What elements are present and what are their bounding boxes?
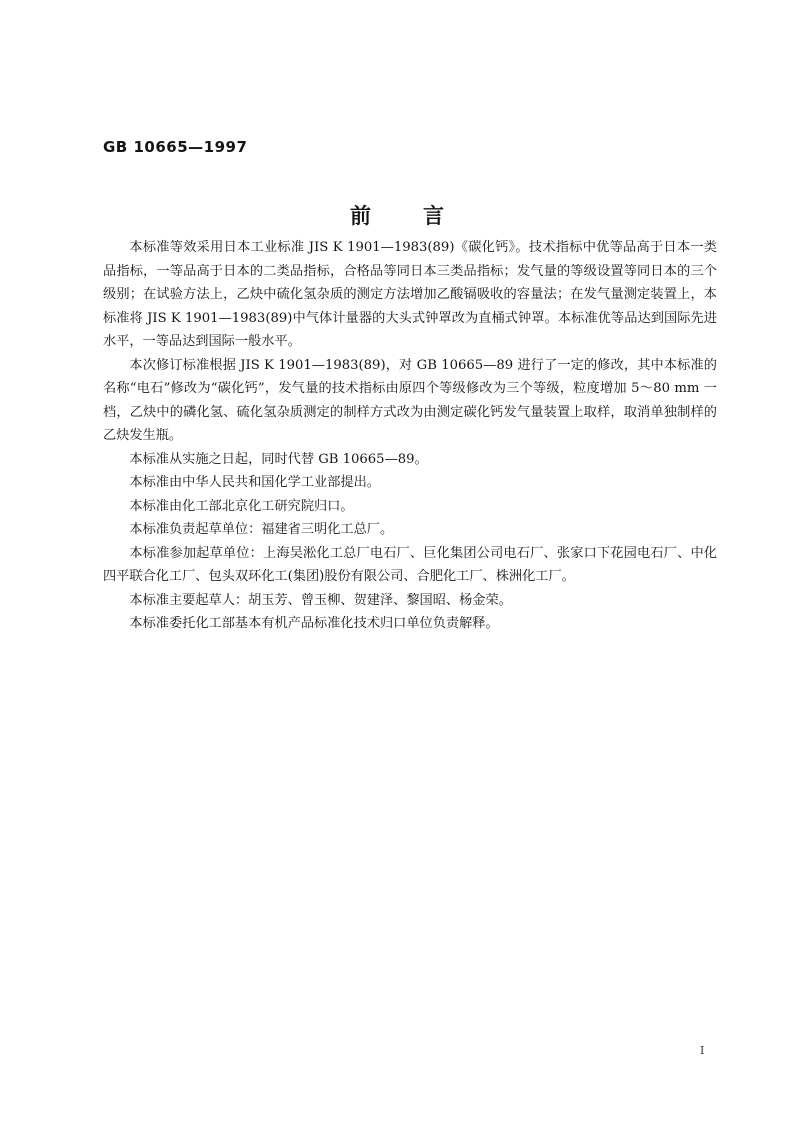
paragraph-drafting-unit: 本标准负责起草单位：福建省三明化工总厂。 [129, 522, 394, 537]
paragraph-equivalence: 本标准等效采用日本工业标准 JIS K 1901—1983(89)《碳化钙》。技术指标中优等品高于日本一类品指标，一等品高于日本的二类品指标，合格品等同日本三类品指标；发气量的等级设置等同日本的三个级别；在试验方法上，乙炔中硫化氢杂质的测定方法增加乙酸镉吸收的容量法；在发气量测定装置上，本标准将 JIS K 1901—1983(89)中气体计量器的大头式钟罩改为直桶式钟罩。本标准优等品达到国际先进水平，一等品达到国际一般水平。 [103, 240, 717, 349]
document-code: GB 10665—1997 [103, 138, 248, 156]
paragraph-interpretation: 本标准委托化工部基本有机产品标准化技术归口单位负责解释。 [129, 616, 499, 631]
paragraph-proposer: 本标准由中华人民共和国化学工业部提出。 [129, 475, 380, 490]
paragraph-replacement: 本标准从实施之日起，同时代替 GB 10665—89。 [129, 451, 428, 467]
page-number: I [700, 1044, 705, 1057]
paragraph-drafters: 本标准主要起草人：胡玉芳、曾玉柳、贺建泽、黎国昭、杨金荣。 [129, 592, 512, 608]
page-title: 前言 [350, 204, 496, 228]
paragraph-revision: 本次修订标准根据 JIS K 1901—1983(89)，对 GB 10665—89 进行了一定的修改，其中本标准的名称“电石”修改为“碳化钙”，发气量的技术指标由原四个等级修改为三个等级，粒度增加 5～80 mm 一档，乙炔中的磷化氢、硫化氢杂质测定的制样方式改为由测定碳化钙发气量装置上取样，取消单独制样的乙炔发生瓶。 [103, 357, 717, 443]
paragraph-participating-units: 本标准参加起草单位：上海吴淞化工总厂电石厂、巨化集团公司电石厂、张家口下花园电石厂、中化四平联合化工厂、包头双环化工(集团)股份有限公司、合肥化工厂、株洲化工厂。 [103, 545, 717, 584]
paragraph-centralized: 本标准由化工部北京化工研究院归口。 [129, 498, 354, 514]
foreword-body [103, 236, 717, 636]
